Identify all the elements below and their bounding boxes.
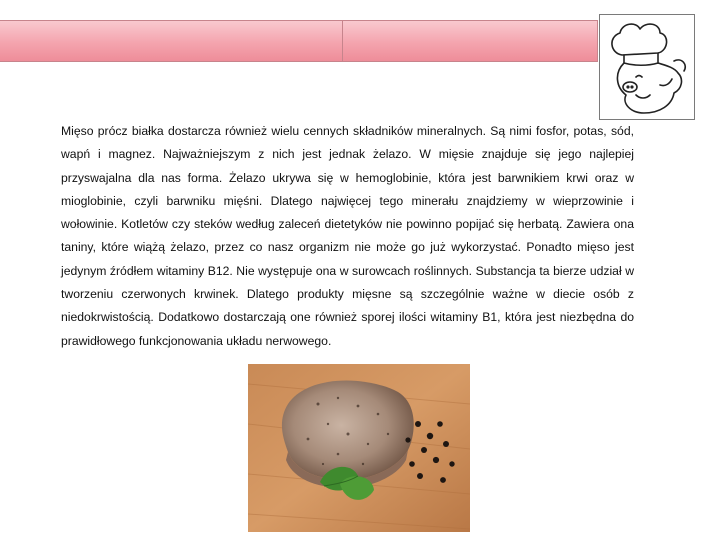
meat-steak-photo xyxy=(248,364,470,532)
header-cell-right xyxy=(343,21,597,61)
logo-frame xyxy=(599,14,695,120)
body-paragraph: Mięso prócz białka dostarcza również wielu cennych składników mineralnych. Są nimi fosfor, potas, sód, wapń i magnez. Najważniejszym z nich jest jednak żelazo. W mięsie znajduje się jego najlepiej przyswajalna dla nas forma. Żelazo ukrywa się w hemoglobinie, która jest barwnikiem krwi oraz w mioglobinie, czyli barwniku mięśni. Dlatego najwięcej tego minerału znajdziemy w wieprzowinie i wołowinie. Kotletów czy steków według zaleceń dietetyków nie powinno popijać się herbatą. Zawiera ona taniny, które wiążą żelazo, przez co nasz organizm nie może go już wykorzystać. Ponadto mięso jest jedynym źródłem witaminy B12. Nie występuje ona w surowcach roślinnych. Substancja ta bierze udział w tworzeniu czerwonych krwinek. Dlatego produkty mięsne są szczególnie ważne w diecie osób z niedokrwistością. Dodatkowo dostarczają one również sporej ilości witaminy B1, która jest niezbędna do prawidłowego funkcjonowania układu nerwowego. xyxy=(61,124,634,348)
chef-pig-icon xyxy=(600,15,694,119)
meat-photo xyxy=(248,364,470,532)
header-cell-left xyxy=(0,21,343,61)
header-bar xyxy=(0,20,598,62)
